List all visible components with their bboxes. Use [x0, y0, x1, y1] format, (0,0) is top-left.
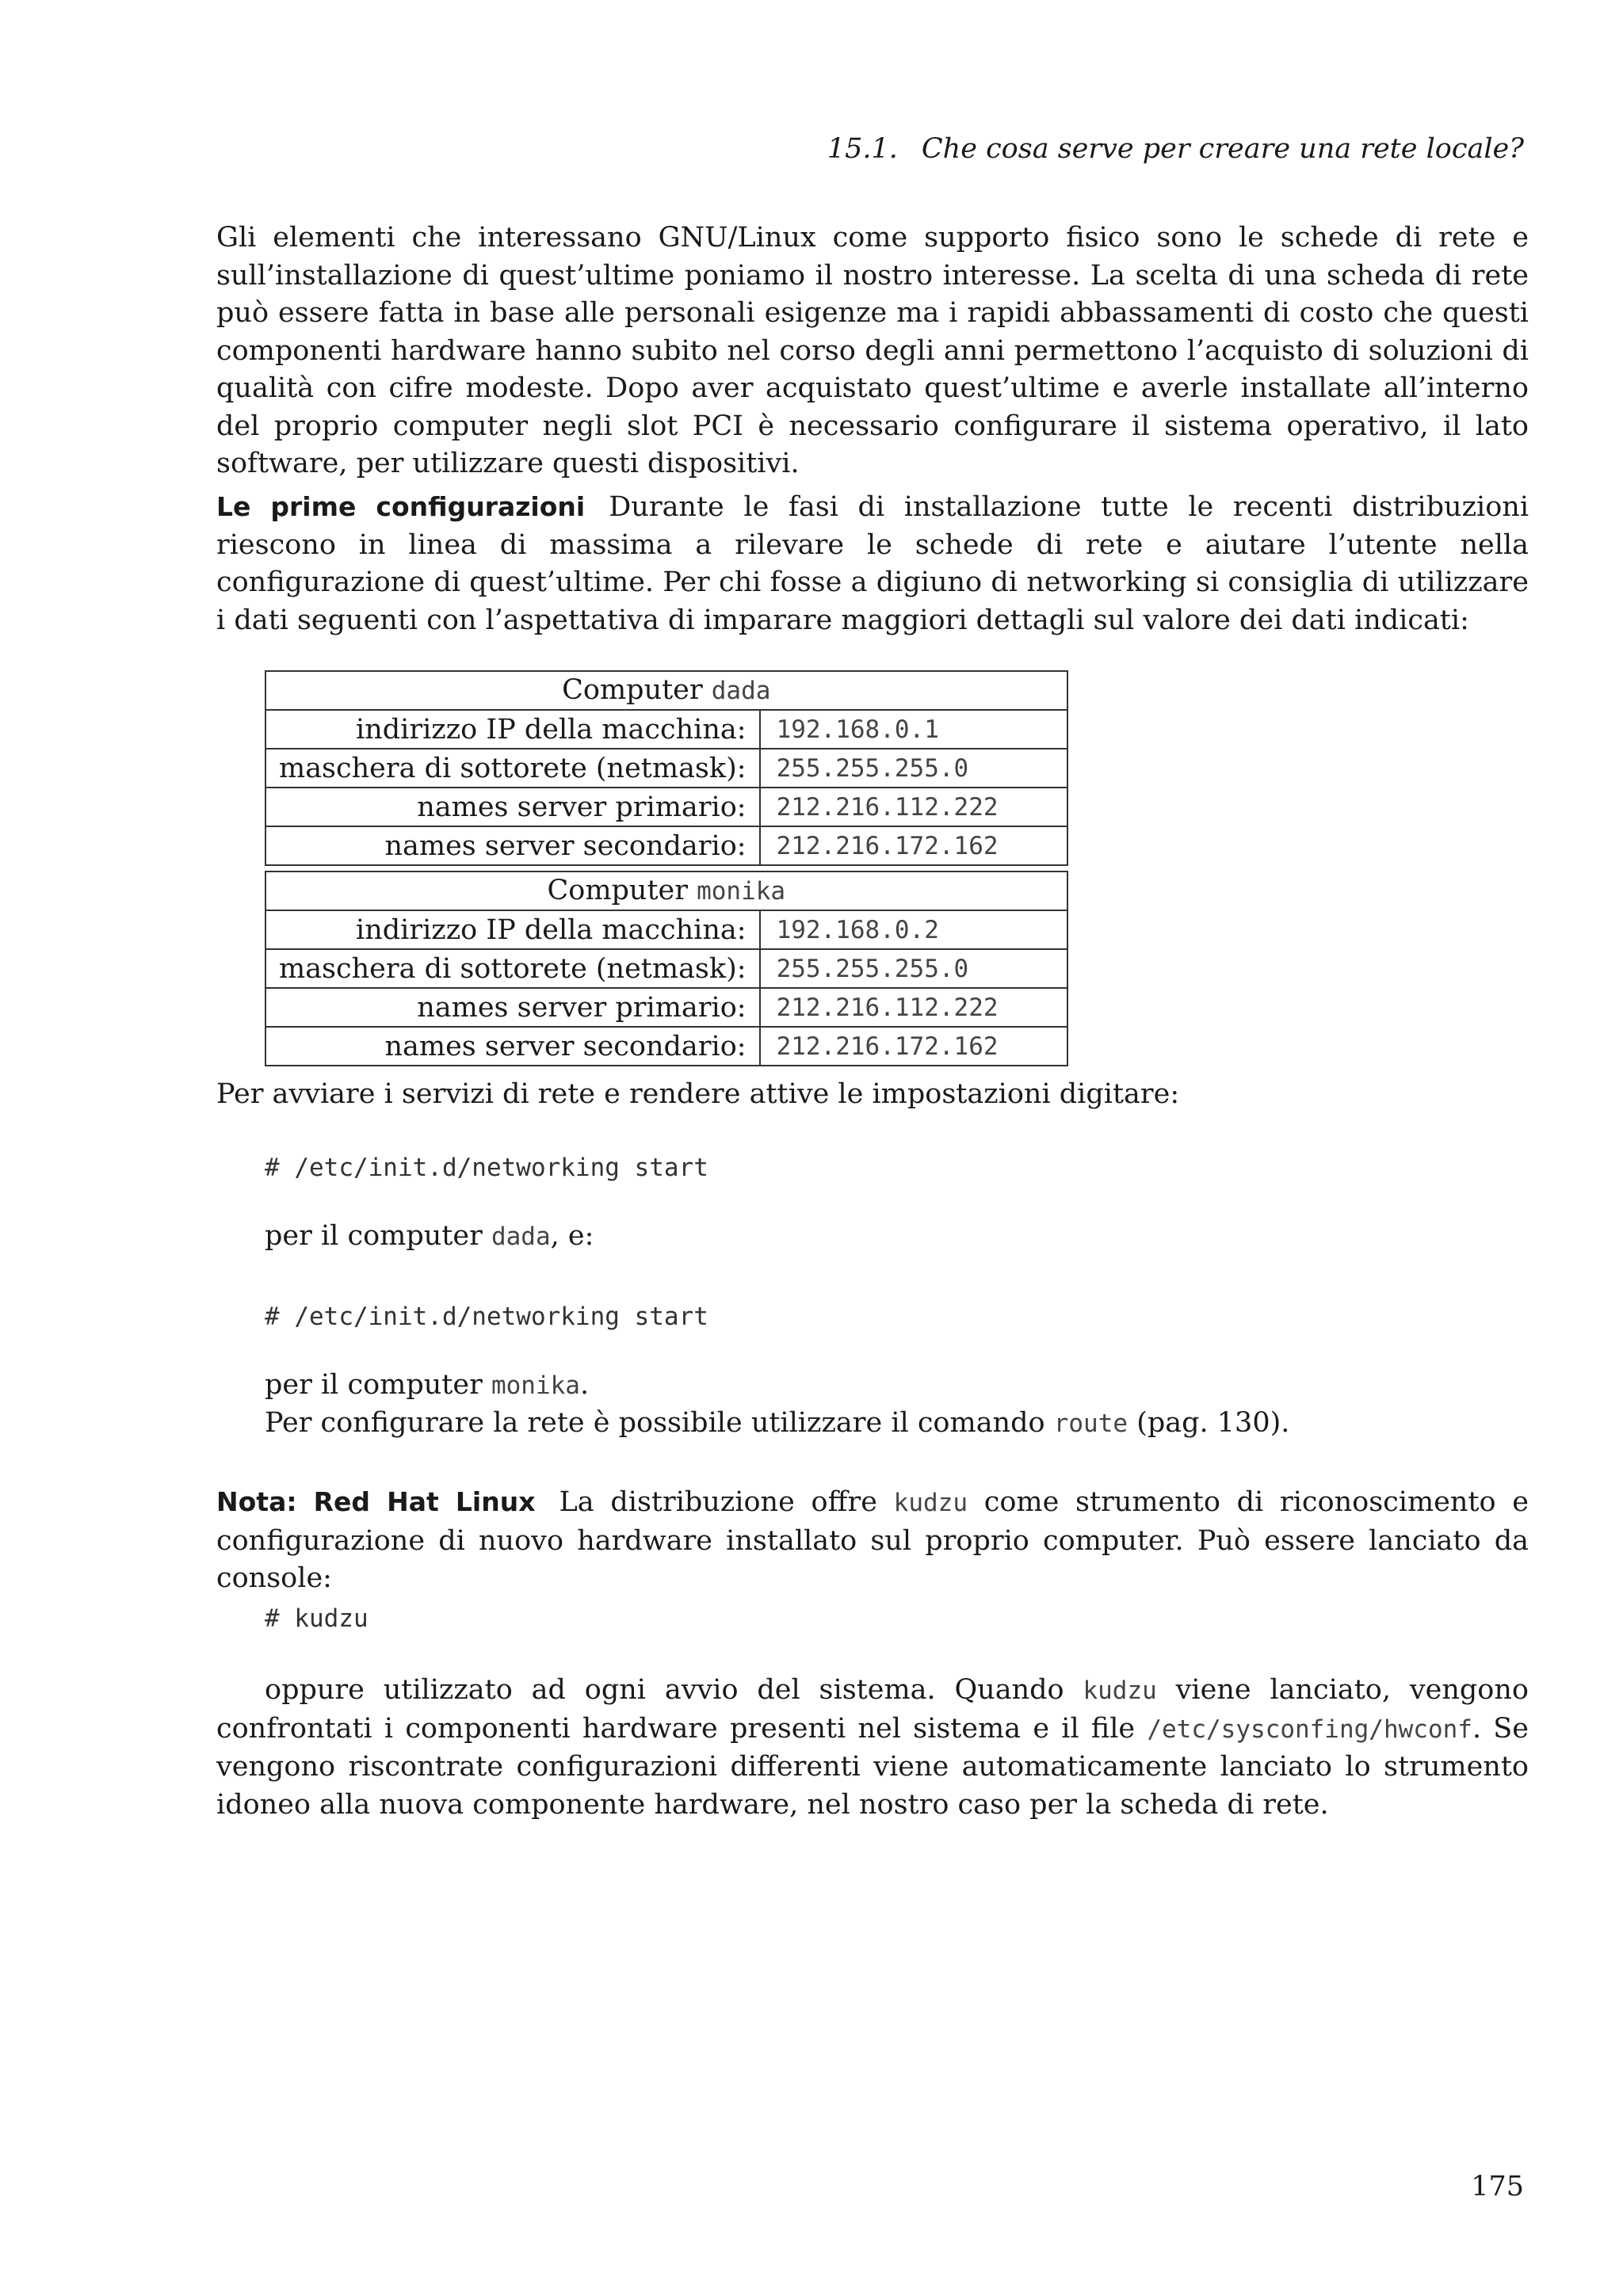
note-heading: Nota: Red Hat Linux — [216, 1486, 536, 1517]
section-title: Che cosa serve per creare una rete locale? — [921, 133, 1524, 165]
table-row — [265, 826, 1067, 865]
computer-word: Computer — [547, 875, 688, 906]
start-services-text: Per avviare i servizi di rete e rendere attive le impostazioni digitare: — [216, 1078, 1180, 1110]
row-label: names server primario: — [265, 988, 760, 1027]
note-paragraph — [216, 1483, 1529, 1598]
section-prime-heading: Le prime configurazioni — [216, 491, 586, 522]
table-row — [265, 910, 1067, 949]
final-cmd: kudzu — [1083, 1676, 1157, 1705]
row-label: names server secondario: — [265, 826, 760, 865]
network-config-table — [265, 670, 1068, 1066]
for-dada-suffix: , e: — [550, 1220, 594, 1252]
final-text-b: viene lanciato, vengono confrontati i componenti hardware presenti nel sistema e il file — [216, 1674, 1529, 1745]
for-monika-prefix: per il computer — [265, 1369, 483, 1401]
route-prefix: Per configurare la rete è possibile utilizzare il comando — [265, 1407, 1045, 1439]
route-line — [265, 1407, 1289, 1439]
final-paragraph — [216, 1672, 1529, 1824]
route-suffix: (pag. 130). — [1136, 1407, 1290, 1439]
gap-cell — [265, 865, 1067, 871]
table-header-row — [265, 671, 1067, 710]
table-row — [265, 949, 1067, 988]
row-value: 255.255.255.0 — [760, 949, 1067, 988]
note-text-b: come strumento di riconoscimento e configurazione di nuovo hardware installato sul proprio computer. Può essere lanciato da console: — [216, 1486, 1529, 1594]
route-cmd: route — [1053, 1409, 1128, 1438]
row-label: names server primario: — [265, 788, 760, 826]
page-number: 175 — [1471, 2171, 1524, 2203]
intro-paragraph: Gli elementi che interessano GNU/Linux come supporto fisico sono le schede di rete e sull’installazione di quest’ultime poniamo il nostro interesse. La scelta di una scheda di rete può essere fatta in base alle personali esigenze ma i rapidi abbassamenti di costo che questi componenti hardware hanno subito nel corso degli anni permettono l’acquisto di soluzioni di qualità con cifre modeste. Dopo aver acquistato quest’ultime e averle installate all’interno del proprio computer negli slot PCI è necessario configurare il sistema operativo, il lato software, per utilizzare questi dispositivi. — [216, 222, 1529, 479]
command-networking-dada: # /etc/init.d/networking start — [265, 1154, 708, 1182]
for-monika-line — [265, 1369, 589, 1401]
section-prime-text: Durante le fasi di installazione tutte le recenti distribuzioni riescono in linea di massima a rilevare le schede di rete e aiutare l’utente nella configurazione di quest’ultime. Per chi fosse a digiuno di networking si consiglia di utilizzare i dati seguenti con l’aspettativa di imparare maggiori dettagli sul valore dei dati indicati: — [216, 491, 1529, 636]
table-row — [265, 749, 1067, 788]
table-header-monika — [265, 871, 1067, 910]
note-text-a: La distribuzione offre — [559, 1486, 877, 1518]
final-text-a: oppure utilizzato ad ogni avvio del sistema. Quando — [265, 1674, 1064, 1706]
row-label: maschera di sottorete (netmask): — [265, 749, 760, 788]
row-value: 212.216.172.162 — [760, 1027, 1067, 1066]
row-value: 192.168.0.2 — [760, 910, 1067, 949]
row-value: 192.168.0.1 — [760, 710, 1067, 749]
table-gap — [265, 865, 1067, 871]
table-row — [265, 1027, 1067, 1066]
final-text-c: . Se vengono riscontrate configurazioni differenti viene automaticamente lanciato lo strumento idoneo alla nuova componente hardware, nel nostro caso per la scheda di rete. — [216, 1712, 1529, 1821]
computer-name-dada: dada — [711, 677, 771, 705]
row-label: maschera di sottorete (netmask): — [265, 949, 760, 988]
final-file-path: /etc/sysconfing/hwconf — [1147, 1714, 1472, 1744]
row-label: indirizzo IP della macchina: — [265, 710, 760, 749]
for-dada-name: dada — [491, 1222, 551, 1251]
row-value: 212.216.172.162 — [760, 826, 1067, 865]
row-label: indirizzo IP della macchina: — [265, 910, 760, 949]
table-row — [265, 788, 1067, 826]
row-label: names server secondario: — [265, 1027, 760, 1066]
table-header-dada — [265, 671, 1067, 710]
computer-name-monika: monika — [697, 877, 786, 906]
section-number: 15.1. — [827, 133, 898, 165]
for-monika-suffix: . — [579, 1369, 590, 1401]
note-cmd: kudzu — [893, 1489, 968, 1517]
for-dada-prefix: per il computer — [265, 1220, 483, 1252]
for-monika-name: monika — [491, 1371, 580, 1400]
table-row — [265, 710, 1067, 749]
running-head — [827, 133, 1524, 165]
computer-word: Computer — [562, 674, 703, 706]
command-kudzu: # kudzu — [265, 1604, 369, 1633]
for-dada-line — [265, 1220, 594, 1252]
row-value: 212.216.112.222 — [760, 788, 1067, 826]
table-row — [265, 988, 1067, 1027]
row-value: 255.255.255.0 — [760, 749, 1067, 788]
table-header-row — [265, 871, 1067, 910]
section-prime-paragraph — [216, 488, 1529, 639]
command-networking-monika: # /etc/init.d/networking start — [265, 1302, 708, 1331]
row-value: 212.216.112.222 — [760, 988, 1067, 1027]
